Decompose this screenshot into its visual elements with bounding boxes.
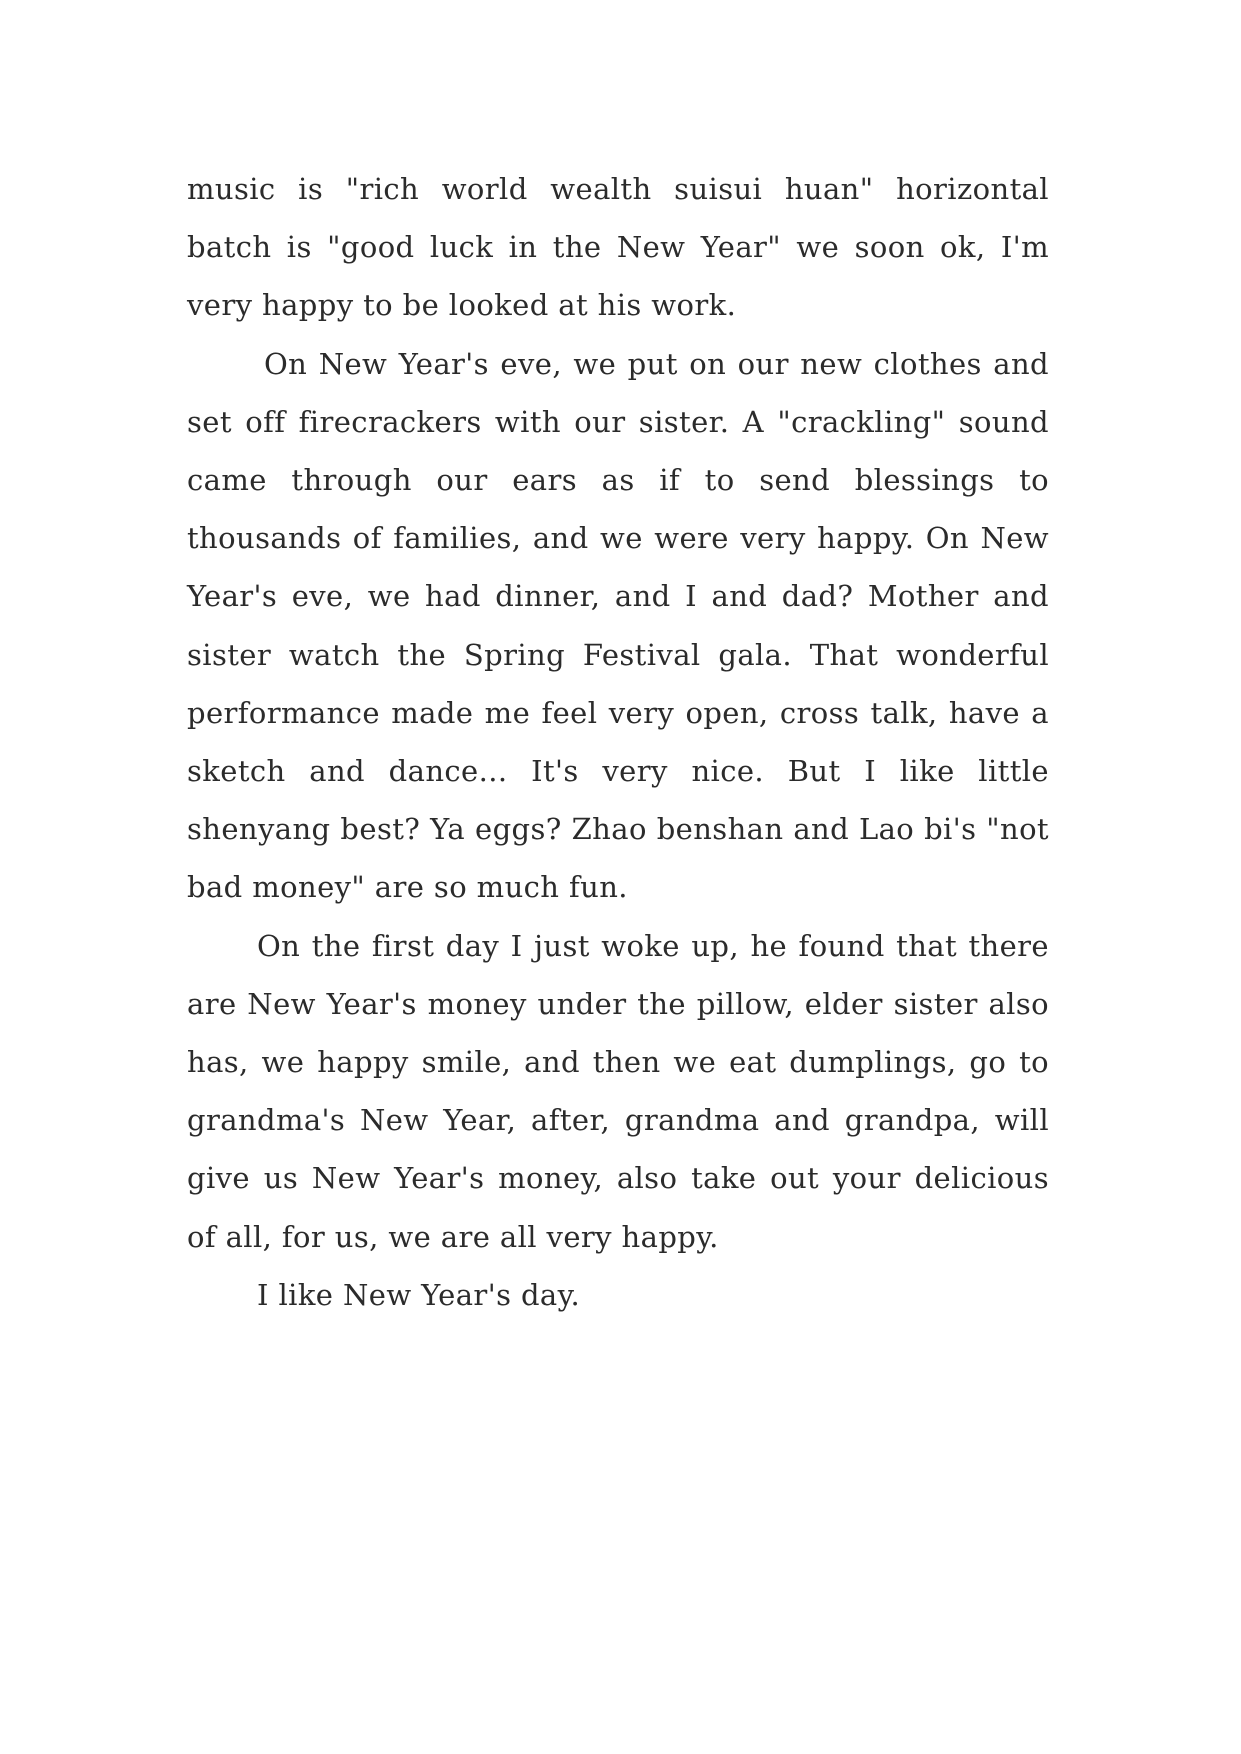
paragraph-new-years-eve: On New Year's eve, we put on our new clothes and set off firecrackers with our sister. A "crackling" sound came through our ears as if to send blessings to thousands of families, and we were very happy. On New Year's eve, we had dinner, and I and dad? Mother and sister watch the Spring Festival gala. That wonderful performance made me feel very open, cross talk, have a sketch and dance... It's very nice. But I like little shenyang best? Ya eggs? Zhao benshan and Lao bi's "not bad money" are so much fun.: [187, 346, 1049, 905]
paragraph-continuation: music is "rich world wealth suisui huan" horizontal batch is "good luck in the New Year" we soon ok, I'm very happy to be looked at his work.: [187, 172, 1049, 323]
document-body: [187, 160, 1049, 1324]
paragraph-first-day: On the first day I just woke up, he found that there are New Year's money under the pillow, elder sister also has, we happy smile, and then we eat dumplings, go to grandma's New Year, after, grandma and grandpa, will give us New Year's money, also take out your delicious of all, for us, we are all very happy.: [187, 928, 1049, 1254]
paragraph-closing: I like New Year's day.: [257, 1277, 581, 1312]
